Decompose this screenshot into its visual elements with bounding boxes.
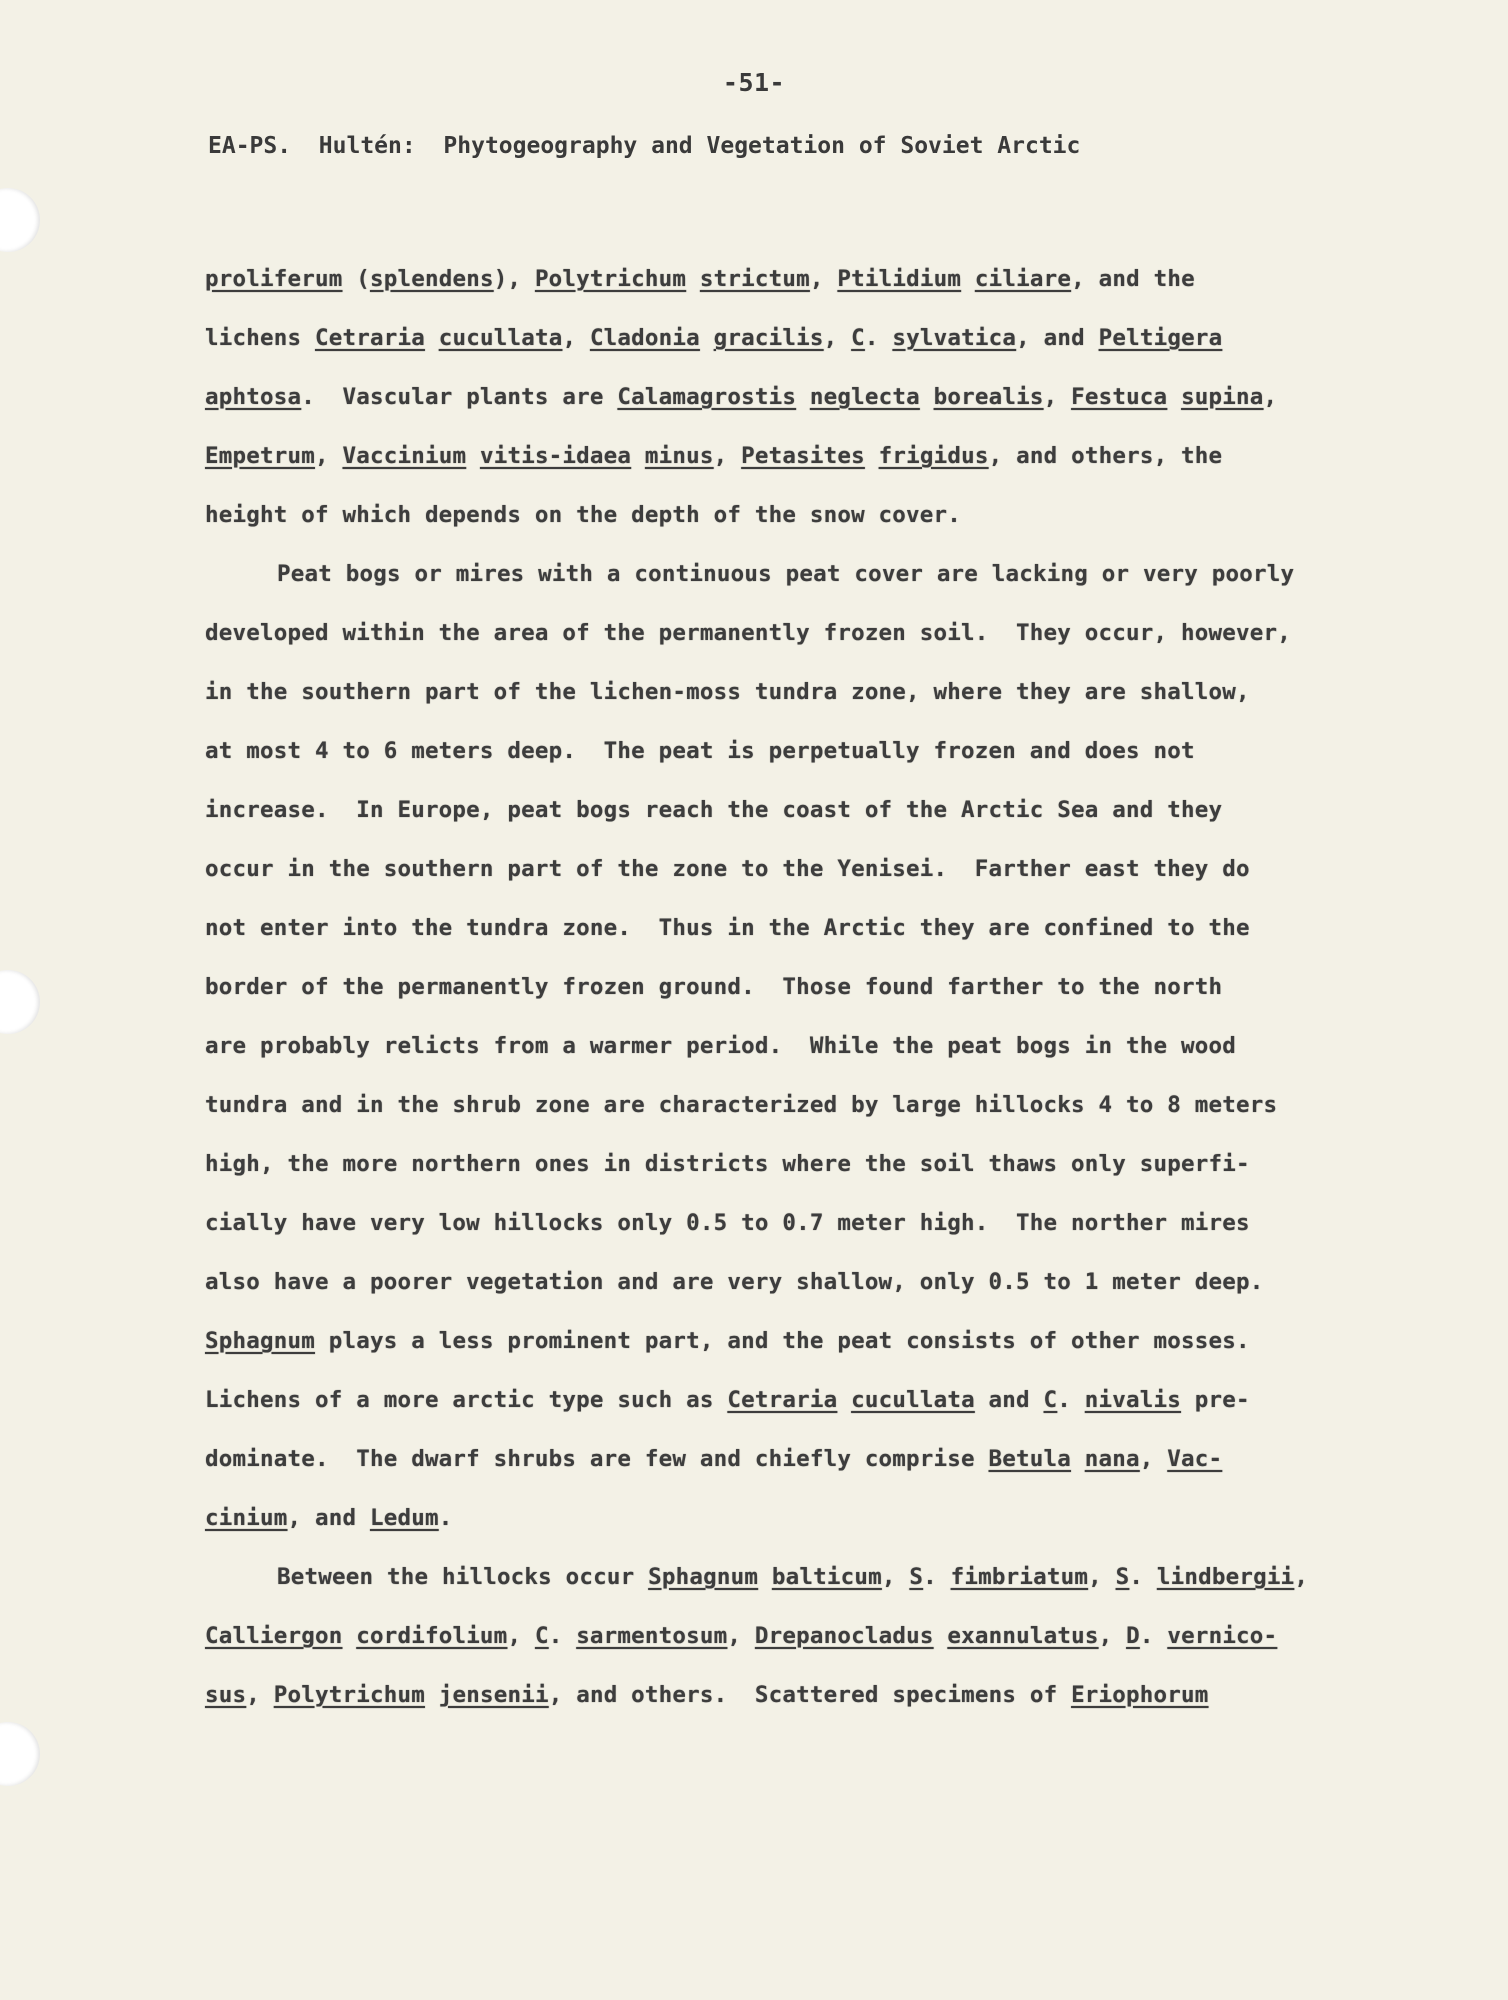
text-segment: at most 4 to 6 meters deep. The peat is perpetually frozen and does not [205,738,1195,764]
text-segment [837,1387,851,1413]
text-segment: . [923,1564,951,1590]
text-segment: in the southern part of the lichen-moss tundra zone, where they are shallow, [205,679,1250,705]
text-segment [686,266,700,292]
text-segment [961,266,975,292]
underlined-taxon: Polytrichum [534,266,687,292]
underlined-taxon: balticum [771,1564,882,1590]
text-segment: plays a less prominent part, and the peat consists of other mosses. [314,1328,1250,1354]
underlined-taxon: Vaccinium [342,443,467,469]
text-segment: Between the hillocks occur [277,1564,649,1590]
text-segment [796,384,810,410]
underlined-taxon: splendens [369,266,494,292]
underlined-taxon: exannulatus [947,1623,1099,1649]
text-segment: , [881,1564,910,1590]
underlined-taxon: Betula [988,1446,1072,1472]
text-line [205,1076,1445,1135]
text-segment [342,1623,356,1649]
underlined-taxon: Cladonia [589,325,700,351]
underlined-taxon: Vac- [1167,1446,1223,1472]
text-segment [631,443,645,469]
text-line [205,604,1445,663]
text-segment: developed within the area of the permanently frozen soil. They occur, however, [205,620,1291,646]
text-line [205,1017,1445,1076]
underlined-taxon: C [851,325,865,351]
underlined-taxon: minus [644,443,714,469]
text-segment: border of the permanently frozen ground. Those found farther to the north [205,974,1223,1000]
underlined-taxon: Cetraria [727,1387,838,1413]
underlined-taxon: strictum [699,266,810,292]
text-line [205,309,1445,368]
text-segment: . [438,1505,453,1531]
text-line [205,1607,1445,1666]
underlined-taxon: vitis-idaea [479,443,632,469]
text-line [205,958,1445,1017]
text-line [205,486,1445,545]
text-segment [920,384,934,410]
text-line [205,1666,1445,1725]
text-segment: . [1057,1387,1085,1413]
underlined-taxon: S [1115,1564,1130,1590]
text-line [205,1194,1445,1253]
paragraph [205,545,1445,1548]
text-segment: lichens [205,325,315,351]
underlined-taxon: D [1126,1623,1140,1649]
text-line [205,1430,1445,1489]
underlined-taxon: sylvatica [892,325,1017,351]
underlined-taxon: S [909,1564,924,1590]
underlined-taxon: cucullata [851,1387,975,1413]
text-segment [934,1623,948,1649]
underlined-taxon: C [1043,1387,1058,1413]
underlined-taxon: cinium [205,1505,288,1531]
underlined-taxon: Polytrichum [273,1682,425,1708]
underlined-taxon: Petasites [741,443,865,469]
text-line [205,1371,1445,1430]
underlined-taxon: Peltigera [1098,325,1223,351]
underlined-taxon: jensenii [438,1682,549,1708]
underlined-taxon: Sphagnum [205,1328,315,1354]
text-segment: , [1139,1446,1168,1472]
text-segment: also have a poorer vegetation and are very shallow, only 0.5 to 1 meter deep. [205,1269,1264,1295]
text-segment: . [1139,1623,1168,1649]
underlined-taxon: proliferum [205,266,343,292]
text-segment [700,325,714,351]
text-segment: Lichens of a more arctic type such as [205,1387,728,1413]
text-segment: increase. In Europe, peat bogs reach the coast of the Arctic Sea and they [205,797,1223,823]
text-line [205,781,1445,840]
underlined-taxon: Ledum [369,1505,439,1531]
body-text [205,250,1445,1725]
text-segment [758,1564,772,1590]
underlined-taxon: Eriophorum [1071,1682,1209,1708]
text-segment [466,443,480,469]
underlined-taxon: Festuca [1071,384,1168,410]
page-number: -51- [722,68,786,97]
underlined-taxon: ciliare [974,266,1072,292]
underlined-taxon: vernico- [1167,1623,1278,1649]
underlined-taxon: Sphagnum [648,1564,759,1590]
punch-hole [0,970,40,1034]
underlined-taxon: supina [1181,384,1264,410]
underlined-taxon: borealis [933,384,1044,410]
paragraph [205,250,1445,545]
text-segment: , and [287,1505,370,1531]
text-line [205,722,1445,781]
text-line [205,368,1445,427]
text-segment: height of which depends on the depth of the snow cover. [205,502,962,528]
underlined-taxon: nivalis [1084,1387,1182,1413]
text-segment: ), [493,266,535,292]
underlined-taxon: Calliergon [205,1623,343,1649]
text-segment: cially have very low hillocks only 0.5 to 0.7 meter high. The norther mires [205,1210,1250,1236]
text-segment: , [314,443,343,469]
text-segment: pre- [1181,1387,1250,1413]
underlined-taxon: frigidus [878,443,989,469]
text-segment [1167,384,1181,410]
text-line [205,663,1445,722]
underlined-taxon: Empetrum [205,443,315,469]
text-segment: , [1263,384,1278,410]
text-segment: dominate. The dwarf shrubs are few and chiefly comprise [205,1446,989,1472]
text-segment [865,443,879,469]
underlined-taxon: C [534,1623,549,1649]
underlined-taxon: cordifolium [356,1623,508,1649]
underlined-taxon: cucullata [438,325,563,351]
text-segment: Peat bogs or mires with a continuous peat cover are lacking or very poorly [277,561,1295,587]
underlined-taxon: gracilis [713,325,824,351]
running-head: EA-PS. Hultén: Phytogeography and Vegetation of Soviet Arctic [208,133,1081,159]
text-segment: , and others. Scattered specimens of [548,1682,1072,1708]
text-line [205,1489,1445,1548]
text-line [205,250,1445,309]
text-segment: , [1043,384,1072,410]
underlined-taxon: Calamagrostis [617,384,797,410]
paragraph [205,1548,1445,1725]
text-segment: , [809,266,838,292]
text-line [205,1253,1445,1312]
text-segment: high, the more northern ones in districts where the soil thaws only superfi- [205,1151,1250,1177]
underlined-taxon: fimbriatum [950,1564,1089,1590]
punch-hole [0,188,40,252]
underlined-taxon: lindbergii [1156,1564,1295,1590]
underlined-taxon: sarmentosum [576,1623,728,1649]
text-segment: tundra and in the shrub zone are characterized by large hillocks 4 to 8 meters [205,1092,1278,1118]
underlined-taxon: nana [1084,1446,1140,1472]
text-line [205,1135,1445,1194]
text-segment: , and others, the [988,443,1223,469]
underlined-taxon: Cetraria [314,325,425,351]
text-segment: , [507,1623,535,1649]
text-segment: . [548,1623,577,1649]
text-segment: , [1088,1564,1116,1590]
underlined-taxon: neglecta [809,384,920,410]
underlined-taxon: Ptilidium [837,266,962,292]
text-segment: , [1098,1623,1127,1649]
punch-hole [0,1722,40,1786]
text-segment [425,1682,439,1708]
text-segment: are probably relicts from a warmer period. While the peat bogs in the wood [205,1033,1236,1059]
text-segment: , [727,1623,755,1649]
text-segment: and [974,1387,1044,1413]
text-segment: , [713,443,742,469]
text-segment: occur in the southern part of the zone to the Yenisei. Farther east they do [205,856,1250,882]
text-segment: , and [1016,325,1099,351]
text-line [205,899,1445,958]
text-line [205,840,1445,899]
text-segment: , [562,325,590,351]
text-line [205,1548,1445,1607]
text-line [205,427,1445,486]
text-segment [425,325,439,351]
underlined-taxon: aphtosa [205,384,302,410]
text-segment: . [864,325,893,351]
text-segment: not enter into the tundra zone. Thus in the Arctic they are confined to the [205,915,1250,941]
text-line [205,545,1445,604]
text-segment: , and the [1071,266,1195,292]
text-segment: , [823,325,852,351]
text-segment: . Vascular plants are [301,384,618,410]
text-segment [1071,1446,1085,1472]
text-line [205,1312,1445,1371]
text-segment: ( [342,266,370,292]
text-segment: , [246,1682,274,1708]
text-segment: , [1294,1564,1309,1590]
underlined-taxon: sus [205,1682,247,1708]
text-segment: . [1129,1564,1157,1590]
underlined-taxon: Drepanocladus [754,1623,934,1649]
